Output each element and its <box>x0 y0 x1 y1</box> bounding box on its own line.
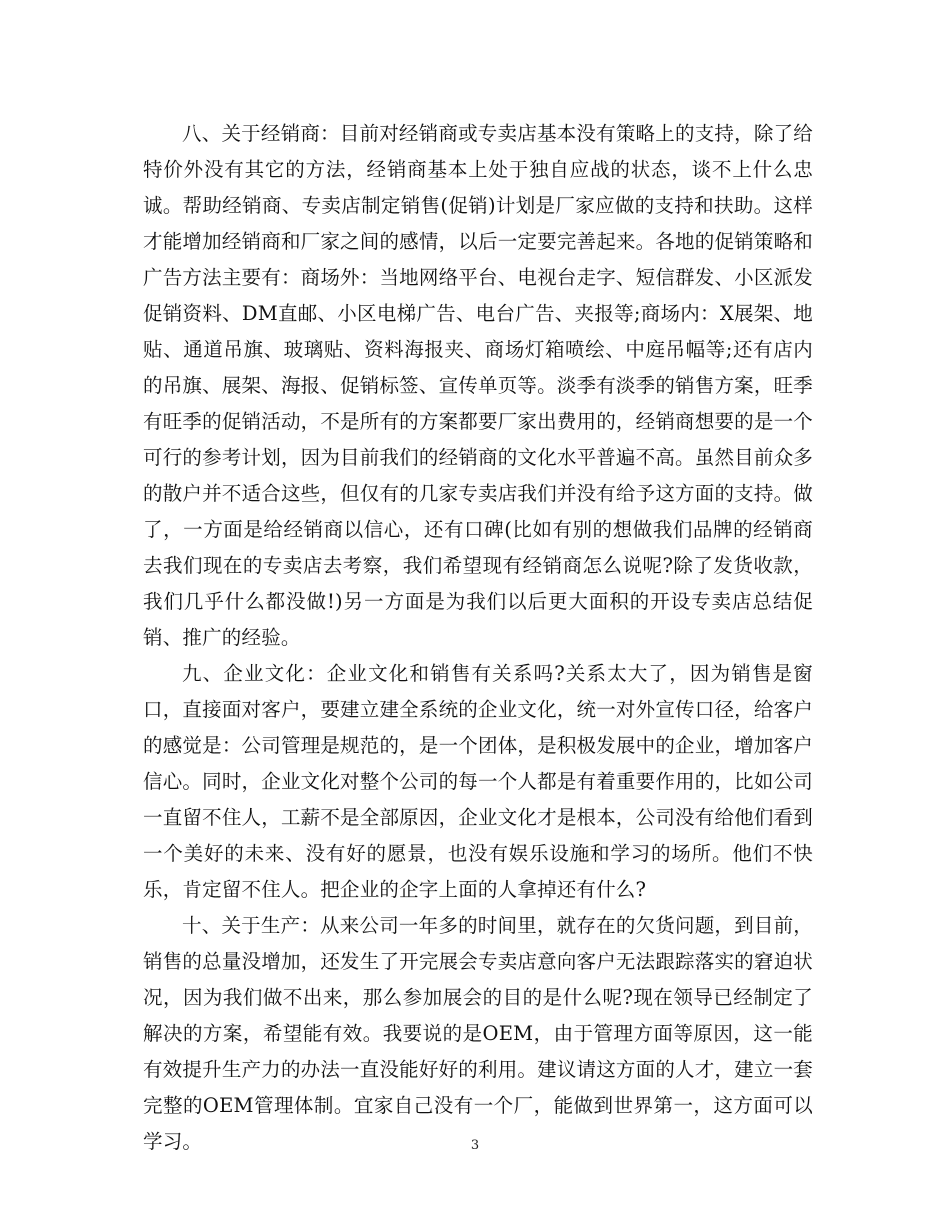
document-body <box>143 116 813 1160</box>
paragraph-corporate-culture: 九、企业文化：企业文化和销售有关系吗?关系太大了，因为销售是窗口，直接面对客户，要建立建全系统的企业文化，统一对外宣传口径，给客户的感觉是：公司管理是规范的，是一个团体，是积极发展中的企业，增加客户信心。同时，企业文化对整个公司的每一个人都是有着重要作用的，比如公司一直留不住人，工薪不是全部原因，企业文化才是根本，公司没有给他们看到一个美好的未来、没有好的愿景，也没有娱乐设施和学习的场所。他们不快乐，肯定留不住人。把企业的企字上面的人拿掉还有什么? <box>143 662 813 901</box>
paragraph-distributors: 八、关于经销商：目前对经销商或专卖店基本没有策略上的支持，除了给特价外没有其它的方法，经销商基本上处于独自应战的状态，谈不上什么忠诚。帮助经销商、专卖店制定销售(促销)计划是厂家应做的支持和扶助。这样才能增加经销商和厂家之间的感情，以后一定要完善起来。各地的促销策略和广告方法主要有：商场外：当地网络平台、电视台走字、短信群发、小区派发促销资料、DM直邮、小区电梯广告、电台广告、夹报等;商场内：X展架、地贴、通道吊旗、玻璃贴、资料海报夹、商场灯箱喷绘、中庭吊幅等;还有店内的吊旗、展架、海报、促销标签、宣传单页等。淡季有淡季的销售方案，旺季有旺季的促销活动，不是所有的方案都要厂家出费用的，经销商想要的是一个可行的参考计划，因为目前我们的经销商的文化水平普遍不高。虽然目前众多的散户并不适合这些，但仅有的几家专卖店我们并没有给予这方面的支持。做了，一方面是给经销商以信心，还有口碑(比如有别的想做我们品牌的经销商去我们现在的专卖店去考察，我们希望现有经销商怎么说呢?除了发货收款，我们几乎什么都没做!)另一方面是为我们以后更大面积的开设专卖店总结促销、推广的经验。 <box>143 122 813 649</box>
paragraph-production: 十、关于生产：从来公司一年多的时间里，就存在的欠货问题，到目前，销售的总量没增加，还发生了开完展会专卖店意向客户无法跟踪落实的窘迫状况，因为我们做不出来，那么参加展会的目的是什么呢?现在领导已经制定了解决的方案，希望能有效。我要说的是OEM，由于管理方面等原因，这一能有效提升生产力的办法一直没能好好的利用。建议请这方面的人才，建立一套完整的OEM管理体制。宜家自己没有一个厂，能做到世界第一，这方面可以学习。 <box>143 914 813 1153</box>
page-number: 3 <box>470 1138 480 1153</box>
